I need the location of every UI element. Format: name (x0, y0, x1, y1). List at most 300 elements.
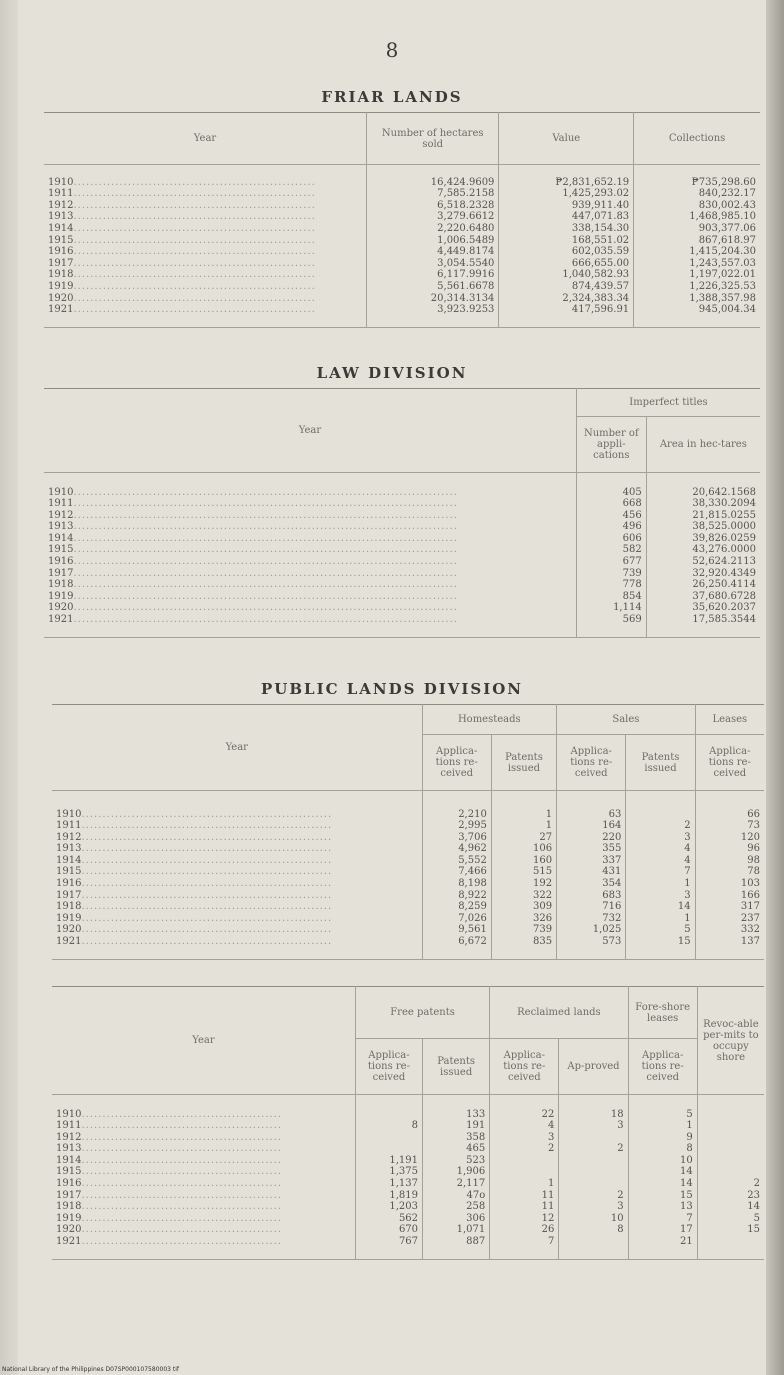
table-cell: 465 (423, 1143, 490, 1155)
table-cell: 666,655.00 (499, 258, 634, 270)
leader-dots: ................................................ (81, 1201, 283, 1213)
table-cell: 63 (557, 809, 626, 821)
row-year (52, 1201, 355, 1213)
table-cell: 887 (423, 1236, 490, 1248)
table-cell: 456 (576, 510, 646, 522)
table-row (44, 235, 760, 247)
table-cell: 11 (490, 1190, 559, 1202)
table-cell: 1,137 (355, 1178, 422, 1190)
table-cell: 8,922 (422, 890, 491, 902)
table-cell (490, 1155, 559, 1167)
year-label: 1919 (56, 912, 82, 924)
row-year (44, 304, 367, 316)
table-cell: 582 (576, 544, 646, 556)
row-year (44, 556, 576, 568)
leader-dots: ............................................................ (81, 866, 333, 878)
year-label: 1913 (48, 211, 74, 223)
leader-dots: ............................................................................................ (73, 556, 458, 568)
year-label: 1911 (56, 820, 82, 832)
table-cell: 1 (628, 1120, 697, 1132)
leader-dots: ............................................................ (81, 820, 333, 832)
table-cell: 14 (628, 1178, 697, 1190)
table-cell: 1,006.5489 (367, 235, 499, 247)
table-cell (355, 1132, 422, 1144)
leader-dots: .......................................................... (73, 304, 316, 316)
table-row (44, 510, 760, 522)
table-cell: 355 (557, 843, 626, 855)
row-year (44, 211, 367, 223)
table-cell: 670 (355, 1224, 422, 1236)
leader-dots: ............................................................................................ (73, 486, 458, 498)
table-cell: 26,250.4114 (646, 579, 760, 591)
table-cell: 523 (423, 1155, 490, 1167)
row-year (44, 246, 367, 258)
law-division-table (44, 388, 760, 638)
col-header-foreshore-applications: Applica-tions re-ceived (628, 1039, 697, 1095)
row-year (52, 1166, 355, 1178)
year-label: 1912 (56, 831, 82, 843)
year-label: 1910 (48, 486, 74, 498)
table-row (52, 1190, 764, 1202)
col-group-homesteads: Homesteads (422, 705, 557, 735)
table-cell: 47o (423, 1190, 490, 1202)
leader-dots: .......................................................... (73, 199, 316, 211)
table-row (44, 211, 760, 223)
table-cell: 1,388,357.98 (634, 293, 760, 305)
col-header-year: Year (44, 389, 576, 473)
table-cell: 1,415,204.30 (634, 246, 760, 258)
leader-dots: .......................................................... (73, 246, 316, 258)
leader-dots: .......................................................... (73, 257, 316, 269)
table-cell: 7 (626, 866, 695, 878)
table-cell: 562 (355, 1213, 422, 1225)
table-cell: 160 (491, 855, 556, 867)
table-row (52, 1201, 764, 1213)
year-label: 1920 (56, 924, 82, 936)
table-cell: 15 (626, 936, 695, 948)
table-row (52, 843, 764, 855)
table-cell: 874,439.57 (499, 281, 634, 293)
row-year (44, 568, 576, 580)
table-cell: 939,911.40 (499, 200, 634, 212)
table-cell: 3 (559, 1201, 628, 1213)
row-year (44, 281, 367, 293)
table-row (44, 200, 760, 212)
law-division-title: LAW DIVISION (316, 364, 468, 382)
table-cell: 405 (576, 487, 646, 499)
leader-dots: ............................................................ (81, 936, 333, 948)
table-cell: 4,962 (422, 843, 491, 855)
year-label: 1914 (48, 222, 74, 234)
row-year (44, 591, 576, 603)
row-year (52, 1155, 355, 1167)
table-cell: 23 (697, 1190, 764, 1202)
table-cell: 7,585.2158 (367, 188, 499, 200)
table-cell: 1,468,985.10 (634, 211, 760, 223)
table-row (44, 246, 760, 258)
year-label: 1913 (56, 1143, 82, 1155)
table-cell: 10 (628, 1155, 697, 1167)
row-year (52, 843, 422, 855)
table-cell: 4,449.8174 (367, 246, 499, 258)
table-cell: 7,466 (422, 866, 491, 878)
table-cell: 27 (491, 832, 556, 844)
table-cell: 1,040,582.93 (499, 269, 634, 281)
table-cell: 3,279.6612 (367, 211, 499, 223)
table-cell: 4 (490, 1120, 559, 1132)
table-cell: 1,819 (355, 1190, 422, 1202)
col-header-reclaimed-applications: Applica-tions re-ceived (490, 1039, 559, 1095)
leader-dots: ............................................................................................ (73, 614, 458, 626)
table-cell: 17,585.3544 (646, 614, 760, 626)
table-cell: 830,002.43 (634, 200, 760, 212)
leader-dots: ................................................ (81, 1166, 283, 1178)
year-label: 1919 (56, 1212, 82, 1224)
table-cell: 3,923.9253 (367, 304, 499, 316)
year-label: 1912 (56, 1131, 82, 1143)
table-row (52, 901, 764, 913)
table-cell: ₱2,831,652.19 (499, 177, 634, 189)
leader-dots: ................................................ (81, 1236, 283, 1248)
table-row (52, 1224, 764, 1236)
table-cell: 739 (576, 568, 646, 580)
table-cell: 9,561 (422, 924, 491, 936)
year-label: 1914 (56, 1154, 82, 1166)
table-cell: 354 (557, 878, 626, 890)
table-cell: 515 (491, 866, 556, 878)
row-year (44, 188, 367, 200)
table-row (44, 177, 760, 189)
leader-dots: .......................................................... (73, 211, 316, 223)
table-cell: 164 (557, 820, 626, 832)
table-row (52, 1213, 764, 1225)
table-cell: 496 (576, 521, 646, 533)
table-cell: 1 (491, 820, 556, 832)
table-cell: 337 (557, 855, 626, 867)
table-cell: 192 (491, 878, 556, 890)
leader-dots: ............................................................................................ (73, 498, 458, 510)
leader-dots: ................................................ (81, 1143, 283, 1155)
table-cell: 52,624.2113 (646, 556, 760, 568)
table-cell: 166 (695, 890, 764, 902)
leader-dots: ................................................ (81, 1212, 283, 1224)
table-row (44, 281, 760, 293)
table-cell: 739 (491, 924, 556, 936)
year-label: 1912 (48, 509, 74, 521)
year-label: 1921 (48, 304, 74, 316)
table-row (52, 820, 764, 832)
table-cell: 332 (695, 924, 764, 936)
table-row (52, 1178, 764, 1190)
col-header-free-applications: Applica-tions re-ceived (355, 1039, 422, 1095)
table-cell: 1,243,557.03 (634, 258, 760, 270)
public-lands-table-2 (52, 986, 764, 1260)
table-cell: 854 (576, 591, 646, 603)
table-cell: 15 (697, 1224, 764, 1236)
year-label: 1920 (48, 602, 74, 614)
table-cell: 14 (626, 901, 695, 913)
table-cell: 417,596.91 (499, 304, 634, 316)
table-cell: 1,375 (355, 1166, 422, 1178)
table-cell: 1,425,293.02 (499, 188, 634, 200)
table-cell: 6,672 (422, 936, 491, 948)
public-lands-table-1 (52, 704, 764, 960)
col-header-year: Year (44, 113, 367, 165)
year-label: 1918 (48, 579, 74, 591)
col-header-area: Area in hec-tares (646, 417, 760, 473)
table-cell: 2 (490, 1143, 559, 1155)
table-row (52, 890, 764, 902)
table-row (52, 936, 764, 948)
table-cell: 14 (697, 1201, 764, 1213)
col-header-free-patents: Patents issued (423, 1039, 490, 1095)
public-lands-title: PUBLIC LANDS DIVISION (260, 680, 524, 698)
table-cell: 2,324,383.34 (499, 293, 634, 305)
table-row (44, 579, 760, 591)
row-year (44, 521, 576, 533)
table-row (44, 269, 760, 281)
leader-dots: .......................................................... (73, 269, 316, 281)
table-cell: 37,680.6728 (646, 591, 760, 603)
leader-dots: ............................................................ (81, 924, 333, 936)
table-cell: 1,071 (423, 1224, 490, 1236)
table-cell: 21 (628, 1236, 697, 1248)
table-cell: 5,552 (422, 855, 491, 867)
table-cell (697, 1236, 764, 1248)
table-bottom-spacer (52, 1248, 764, 1260)
table-cell: 1,226,325.53 (634, 281, 760, 293)
row-year (44, 533, 576, 545)
year-label: 1921 (56, 936, 82, 948)
table-cell: 22 (490, 1109, 559, 1121)
leader-dots: ............................................................ (81, 854, 333, 866)
table-row (44, 544, 760, 556)
table-cell: 716 (557, 901, 626, 913)
table-cell: 602,035.59 (499, 246, 634, 258)
col-header-year: Year (52, 987, 355, 1095)
table-cell: 39,826.0259 (646, 533, 760, 545)
leader-dots: ............................................................................................ (73, 521, 458, 533)
table-cell (559, 1132, 628, 1144)
table-cell (490, 1166, 559, 1178)
year-label: 1912 (48, 199, 74, 211)
table-cell: 32,920.4349 (646, 568, 760, 580)
table-cell: 7,026 (422, 913, 491, 925)
table-cell: 2 (697, 1178, 764, 1190)
row-year (52, 855, 422, 867)
table-cell: 20,314.3134 (367, 293, 499, 305)
leader-dots: ................................................ (81, 1189, 283, 1201)
table-cell: 3 (490, 1132, 559, 1144)
table-row (44, 556, 760, 568)
table-cell: 4 (626, 843, 695, 855)
year-label: 1921 (48, 614, 74, 626)
table-cell: 11 (490, 1201, 559, 1213)
row-year (52, 1109, 355, 1121)
leader-dots: ............................................................ (81, 831, 333, 843)
row-year (44, 223, 367, 235)
table-cell: 5 (628, 1109, 697, 1121)
table-cell: 8 (559, 1224, 628, 1236)
table-cell: 3 (626, 832, 695, 844)
leader-dots: ............................................................ (81, 912, 333, 924)
col-header-homestead-applications: Applica-tions re-ceived (422, 735, 491, 791)
table-cell: 38,330.2094 (646, 498, 760, 510)
row-year (44, 579, 576, 591)
year-label: 1917 (56, 1189, 82, 1201)
row-year (44, 293, 367, 305)
table-cell: 306 (423, 1213, 490, 1225)
col-header-revocable-permits: Revoc-able per-mits to occupy shore (697, 987, 764, 1095)
table-cell: 7 (490, 1236, 559, 1248)
year-label: 1918 (56, 1201, 82, 1213)
year-label: 1918 (56, 901, 82, 913)
table-cell (697, 1166, 764, 1178)
table-cell: 106 (491, 843, 556, 855)
table-cell: 945,004.34 (634, 304, 760, 316)
table-cell: 2 (559, 1143, 628, 1155)
row-year (52, 820, 422, 832)
table-cell: 120 (695, 832, 764, 844)
col-header-leases-applications: Applica-tions re-ceived (695, 735, 764, 791)
table-cell: 237 (695, 913, 764, 925)
table-row (44, 568, 760, 580)
table-cell: 668 (576, 498, 646, 510)
table-cell: 137 (695, 936, 764, 948)
leader-dots: ............................................................................................ (73, 579, 458, 591)
table-cell: 13 (628, 1201, 697, 1213)
table-cell: 20,642.1568 (646, 487, 760, 499)
leader-dots: ............................................................ (81, 843, 333, 855)
table-row (44, 258, 760, 270)
table-cell: 1,906 (423, 1166, 490, 1178)
row-year (52, 1213, 355, 1225)
table-cell: 10 (559, 1213, 628, 1225)
year-label: 1915 (48, 544, 74, 556)
col-header-year: Year (52, 705, 422, 791)
table-cell: 309 (491, 901, 556, 913)
table-cell: 8,198 (422, 878, 491, 890)
year-label: 1910 (56, 808, 82, 820)
year-label: 1917 (56, 889, 82, 901)
table-cell: 1,203 (355, 1201, 422, 1213)
leader-dots: ............................................................ (81, 901, 333, 913)
page-number: 8 (385, 38, 399, 62)
year-label: 1910 (56, 1108, 82, 1120)
table-cell (559, 1155, 628, 1167)
table-cell: 96 (695, 843, 764, 855)
table-cell: 2 (559, 1190, 628, 1202)
leader-dots: .......................................................... (73, 222, 316, 234)
leader-dots: ................................................ (81, 1108, 283, 1120)
table-cell: 6,518.2328 (367, 200, 499, 212)
table-cell: 3,054.5540 (367, 258, 499, 270)
year-label: 1917 (48, 257, 74, 269)
table-cell (559, 1166, 628, 1178)
row-year (52, 936, 422, 948)
table-cell: 2,995 (422, 820, 491, 832)
table-cell: 903,377.06 (634, 223, 760, 235)
row-year (52, 1224, 355, 1236)
table-row (52, 913, 764, 925)
table-cell: 358 (423, 1132, 490, 1144)
row-year (44, 200, 367, 212)
table-cell: 573 (557, 936, 626, 948)
row-year (52, 809, 422, 821)
table-cell: 1 (626, 913, 695, 925)
table-cell: 317 (695, 901, 764, 913)
year-label: 1916 (56, 1178, 82, 1190)
table-cell: 1 (490, 1178, 559, 1190)
year-label: 1914 (48, 532, 74, 544)
table-row (52, 924, 764, 936)
col-header-homestead-patents: Patents issued (491, 735, 556, 791)
table-cell: 1,025 (557, 924, 626, 936)
table-cell: 2,117 (423, 1178, 490, 1190)
leader-dots: ................................................ (81, 1154, 283, 1166)
row-year (52, 866, 422, 878)
table-cell (626, 809, 695, 821)
table-cell: 15 (628, 1190, 697, 1202)
col-group-leases: Leases (695, 705, 764, 735)
table-cell: 683 (557, 890, 626, 902)
table-row (52, 1155, 764, 1167)
table-row (52, 1143, 764, 1155)
table-cell: 3 (626, 890, 695, 902)
table-cell (697, 1132, 764, 1144)
row-year (44, 269, 367, 281)
friar-lands-table (44, 112, 760, 328)
table-row (44, 188, 760, 200)
table-row (44, 521, 760, 533)
table-cell (559, 1178, 628, 1190)
table-cell: 778 (576, 579, 646, 591)
table-cell: 322 (491, 890, 556, 902)
row-year (52, 1143, 355, 1155)
table-cell: ₱735,298.60 (634, 177, 760, 189)
col-header-collections: Collections (634, 113, 760, 165)
table-cell: 867,618.97 (634, 235, 760, 247)
table-cell: 2,210 (422, 809, 491, 821)
row-year (44, 544, 576, 556)
table-cell: 326 (491, 913, 556, 925)
year-label: 1913 (56, 843, 82, 855)
leader-dots: ............................................................ (81, 878, 333, 890)
table-row (44, 591, 760, 603)
table-cell: 8 (628, 1143, 697, 1155)
row-year (52, 1236, 355, 1248)
table-cell: 16,424.9609 (367, 177, 499, 189)
table-row (44, 293, 760, 305)
year-label: 1916 (48, 246, 74, 258)
year-label: 1915 (48, 234, 74, 246)
row-year (52, 924, 422, 936)
table-cell: 103 (695, 878, 764, 890)
table-row (44, 498, 760, 510)
col-group-imperfect-titles: Imperfect titles (576, 389, 760, 417)
table-cell: 18 (559, 1109, 628, 1121)
table-row (44, 533, 760, 545)
row-year (44, 258, 367, 270)
row-year (44, 498, 576, 510)
row-year (52, 1132, 355, 1144)
table-row (52, 1236, 764, 1248)
table-cell: 35,620.2037 (646, 602, 760, 614)
table-cell: 73 (695, 820, 764, 832)
col-header-value: Value (499, 113, 634, 165)
row-year (44, 602, 576, 614)
table-bottom-spacer (52, 948, 764, 960)
